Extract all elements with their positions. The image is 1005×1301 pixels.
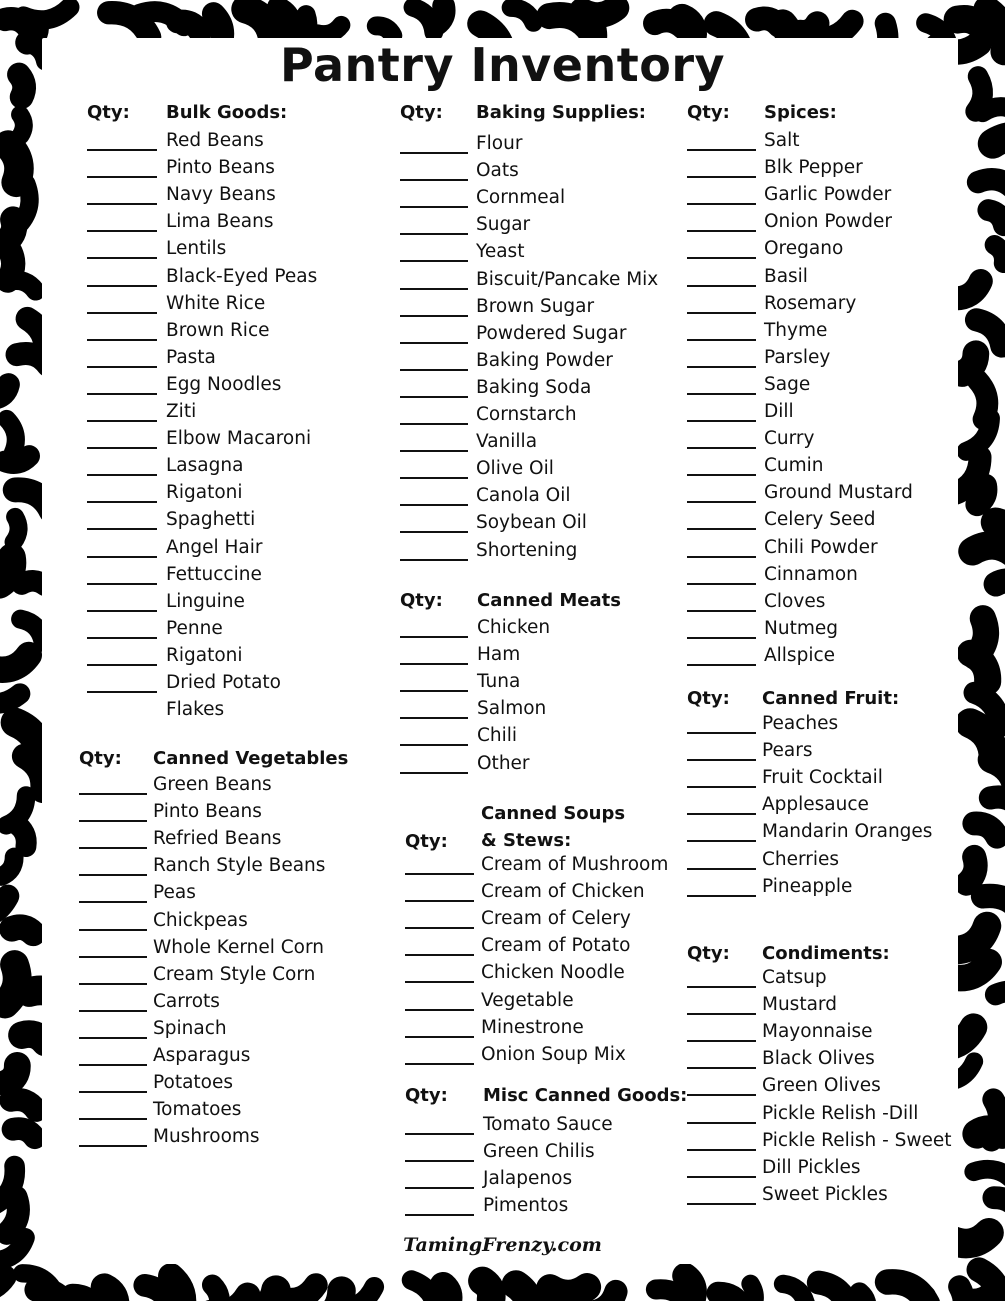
item-label: Celery Seed [764, 509, 876, 531]
qty-blank-line[interactable] [79, 1118, 147, 1120]
item-label: Brown Sugar [476, 295, 595, 317]
qty-blank-line[interactable] [79, 929, 147, 931]
qty-blank-line[interactable] [79, 983, 147, 985]
item-label: Allspice [764, 644, 836, 666]
qty-blank-line[interactable] [79, 1091, 147, 1093]
item-label: Ziti [166, 401, 197, 422]
item-label: Tomato Sauce [483, 1114, 613, 1135]
section-heading: Baking Supplies: [476, 102, 646, 123]
item-label: Pineapple [762, 875, 853, 897]
qty-blank-line[interactable] [687, 583, 756, 585]
qty-blank-line[interactable] [687, 149, 756, 151]
qty-blank-line[interactable] [79, 956, 147, 958]
qty-blank-line[interactable] [687, 1094, 756, 1096]
footer-logo: TamingFrenzy.com [403, 1234, 602, 1256]
item-label: Black-Eyed Peas [166, 265, 318, 287]
qty-header: Qty: [687, 688, 730, 709]
qty-blank-line[interactable] [405, 954, 474, 956]
qty-blank-line[interactable] [687, 230, 756, 232]
item-label: Minestrone [481, 1016, 584, 1038]
qty-blank-line[interactable] [87, 610, 157, 612]
qty-blank-line[interactable] [687, 1176, 756, 1178]
item-label: Chicken [477, 617, 551, 638]
item-label: Jalapenos [483, 1168, 573, 1190]
item-label: Chili Powder [764, 536, 878, 558]
qty-blank-line[interactable] [400, 288, 468, 290]
qty-blank-line[interactable] [405, 1214, 474, 1216]
qty-blank-line[interactable] [400, 663, 468, 665]
qty-blank-line[interactable] [87, 474, 157, 476]
qty-blank-line[interactable] [87, 501, 157, 503]
item-label: Cloves [764, 590, 826, 612]
item-label: Spaghetti [166, 509, 256, 531]
qty-blank-line[interactable] [687, 868, 756, 870]
qty-blank-line[interactable] [87, 230, 157, 232]
qty-blank-line[interactable] [405, 1133, 474, 1135]
item-label: Peas [153, 882, 196, 904]
qty-blank-line[interactable] [400, 504, 468, 506]
item-label: Cherries [762, 848, 840, 870]
qty-blank-line[interactable] [400, 342, 468, 344]
qty-blank-line[interactable] [79, 1010, 147, 1012]
qty-blank-line[interactable] [400, 315, 468, 317]
qty-header: Qty: [400, 590, 443, 611]
item-label: Basil [764, 265, 808, 287]
item-label: Oats [476, 160, 519, 182]
item-label: Ham [477, 644, 521, 666]
qty-blank-line[interactable] [687, 610, 756, 612]
qty-blank-line[interactable] [79, 1037, 147, 1039]
qty-blank-line[interactable] [405, 1009, 474, 1011]
qty-blank-line[interactable] [87, 691, 157, 693]
item-label: Rigatoni [166, 482, 243, 504]
item-label: Navy Beans [166, 184, 276, 206]
item-label: Cornmeal [476, 187, 566, 209]
qty-blank-line[interactable] [87, 556, 157, 558]
item-label: Fruit Cocktail [762, 767, 883, 789]
qty-blank-line[interactable] [687, 1149, 756, 1151]
qty-blank-line[interactable] [87, 447, 157, 449]
qty-blank-line[interactable] [687, 447, 756, 449]
item-label: Other [477, 752, 530, 774]
item-label: Dill Pickles [762, 1156, 861, 1178]
qty-blank-line[interactable] [79, 1064, 147, 1066]
item-label: Cornstarch [476, 404, 577, 425]
qty-blank-line[interactable] [87, 203, 157, 205]
qty-blank-line[interactable] [87, 393, 157, 395]
qty-blank-line[interactable] [400, 423, 468, 425]
item-label: Lima Beans [166, 211, 274, 233]
qty-blank-line[interactable] [79, 901, 147, 903]
item-label: Cream of Mushroom [481, 854, 669, 875]
qty-blank-line[interactable] [687, 786, 756, 788]
item-label: Asparagus [153, 1045, 251, 1066]
qty-blank-line[interactable] [687, 203, 756, 205]
item-label: Flour [476, 133, 523, 154]
item-label: Thyme [764, 319, 828, 341]
qty-blank-line[interactable] [687, 1067, 756, 1069]
item-label: Angel Hair [166, 536, 263, 558]
qty-blank-line[interactable] [400, 772, 468, 774]
qty-blank-line[interactable] [687, 474, 756, 476]
qty-blank-line[interactable] [400, 690, 468, 692]
item-label: Blk Pepper [764, 157, 863, 179]
item-label: Pickle Relish -Dill [762, 1102, 919, 1124]
item-label: Dill [764, 401, 794, 422]
item-label: Pimentos [483, 1195, 569, 1217]
section-heading: Bulk Goods: [166, 102, 288, 123]
item-label: Green Beans [153, 774, 272, 795]
item-label: Biscuit/Pancake Mix [476, 268, 659, 290]
qty-blank-line[interactable] [87, 366, 157, 368]
item-label: Lentils [166, 238, 227, 260]
qty-blank-line[interactable] [405, 1036, 474, 1038]
qty-blank-line[interactable] [400, 152, 468, 154]
item-label: Chili [477, 725, 518, 747]
qty-blank-line[interactable] [400, 369, 468, 371]
item-label: Elbow Macaroni [166, 428, 312, 450]
qty-header: Qty: [687, 943, 730, 964]
qty-blank-line[interactable] [687, 759, 756, 761]
item-label: Lasagna [166, 455, 244, 477]
item-label: Cinnamon [764, 563, 858, 585]
item-label: Applesauce [762, 794, 869, 816]
item-label: Catsup [762, 967, 827, 988]
item-label: Parsley [764, 346, 831, 368]
item-label: Mayonnaise [762, 1021, 873, 1043]
item-label: Soybean Oil [476, 512, 587, 534]
item-label: Tomatoes [153, 1099, 242, 1121]
qty-blank-line[interactable] [79, 1145, 147, 1147]
item-label: Cream Style Corn [153, 963, 316, 985]
item-label: Pickle Relish - Sweet [762, 1129, 952, 1151]
item-label: Olive Oil [476, 458, 554, 480]
item-label: Cream of Celery [481, 908, 631, 930]
item-label: Onion Powder [764, 211, 893, 233]
qty-blank-line[interactable] [79, 847, 147, 849]
section-heading: Canned Fruit: [762, 688, 900, 709]
qty-blank-line[interactable] [87, 664, 157, 666]
qty-blank-line[interactable] [87, 312, 157, 314]
qty-header: Qty: [87, 102, 130, 123]
qty-header: Qty: [405, 831, 448, 852]
item-label: Egg Noodles [166, 373, 282, 395]
qty-blank-line[interactable] [400, 636, 468, 638]
qty-blank-line[interactable] [87, 285, 157, 287]
item-label: Pasta [166, 346, 216, 368]
qty-blank-line[interactable] [79, 874, 147, 876]
item-label: Salmon [477, 698, 547, 720]
qty-blank-line[interactable] [87, 420, 157, 422]
qty-blank-line[interactable] [687, 501, 756, 503]
item-label: Mustard [762, 994, 837, 1016]
item-label: Powdered Sugar [476, 322, 627, 344]
qty-blank-line[interactable] [79, 793, 147, 795]
qty-blank-line[interactable] [687, 1040, 756, 1042]
qty-blank-line[interactable] [687, 637, 756, 639]
qty-blank-line[interactable] [687, 1013, 756, 1015]
item-label: Canola Oil [476, 485, 571, 507]
qty-header: Qty: [79, 748, 122, 769]
qty-header: Qty: [405, 1085, 448, 1106]
qty-blank-line[interactable] [400, 179, 468, 181]
item-label: Yeast [476, 241, 525, 263]
qty-blank-line[interactable] [687, 840, 756, 842]
qty-blank-line[interactable] [87, 257, 157, 259]
item-label: Pinto Beans [153, 801, 262, 823]
item-label: Refried Beans [153, 828, 282, 850]
qty-blank-line[interactable] [79, 820, 147, 822]
item-label: Cream of Chicken [481, 881, 645, 903]
qty-blank-line[interactable] [687, 285, 756, 287]
qty-blank-line[interactable] [687, 664, 756, 666]
item-label: Linguine [166, 590, 245, 612]
item-label: Vegetable [481, 989, 574, 1011]
item-label: Mushrooms [153, 1126, 260, 1148]
qty-blank-line[interactable] [687, 1122, 756, 1124]
item-label: Ground Mustard [764, 482, 913, 504]
qty-blank-line[interactable] [687, 257, 756, 259]
qty-blank-line[interactable] [687, 556, 756, 558]
section-heading: Spices: [764, 102, 837, 123]
section-heading: Canned Vegetables [153, 748, 349, 769]
qty-blank-line[interactable] [405, 927, 474, 929]
qty-blank-line[interactable] [400, 559, 468, 561]
item-label: Curry [764, 428, 815, 450]
item-label: Green Chilis [483, 1141, 595, 1163]
item-label: Mandarin Oranges [762, 821, 933, 843]
item-label: Green Olives [762, 1075, 881, 1097]
item-label: Sweet Pickles [762, 1183, 888, 1205]
item-label: Black Olives [762, 1048, 875, 1070]
item-label: Whole Kernel Corn [153, 936, 324, 958]
item-label: Flakes [166, 699, 225, 721]
qty-blank-line[interactable] [400, 531, 468, 533]
qty-blank-line[interactable] [687, 176, 756, 178]
item-label: Ranch Style Beans [153, 855, 326, 877]
section-heading-line2: & Stews: [481, 830, 572, 851]
item-label: Carrots [153, 990, 220, 1012]
qty-blank-line[interactable] [400, 260, 468, 262]
qty-blank-line[interactable] [405, 981, 474, 983]
qty-blank-line[interactable] [87, 637, 157, 639]
item-label: Brown Rice [166, 319, 270, 341]
item-label: Spinach [153, 1017, 227, 1039]
qty-blank-line[interactable] [400, 717, 468, 719]
section-heading: Condiments: [762, 943, 890, 964]
item-label: Baking Soda [476, 376, 592, 398]
qty-blank-line[interactable] [405, 1063, 474, 1065]
qty-blank-line[interactable] [405, 900, 474, 902]
item-label: Fettuccine [166, 563, 262, 585]
qty-blank-line[interactable] [687, 528, 756, 530]
qty-blank-line[interactable] [400, 744, 468, 746]
qty-blank-line[interactable] [400, 396, 468, 398]
qty-blank-line[interactable] [687, 420, 756, 422]
item-label: Sugar [476, 214, 531, 236]
qty-blank-line[interactable] [687, 312, 756, 314]
item-label: Baking Powder [476, 349, 613, 371]
page-title: Pantry Inventory [280, 38, 725, 92]
qty-blank-line[interactable] [405, 1160, 474, 1162]
section-heading: Misc Canned Goods: [483, 1085, 688, 1106]
qty-blank-line[interactable] [405, 873, 474, 875]
item-label: Pinto Beans [166, 157, 275, 179]
section-heading: Canned Soups [481, 803, 626, 824]
item-label: Vanilla [476, 431, 538, 453]
qty-blank-line[interactable] [400, 233, 468, 235]
item-label: Rigatoni [166, 644, 243, 666]
item-label: Sage [764, 373, 811, 395]
qty-blank-line[interactable] [687, 732, 756, 734]
item-label: White Rice [166, 292, 266, 314]
item-label: Cumin [764, 455, 824, 477]
item-label: Pears [762, 740, 813, 762]
qty-header: Qty: [687, 102, 730, 123]
qty-blank-line[interactable] [687, 1203, 756, 1205]
qty-blank-line[interactable] [687, 986, 756, 988]
item-label: Garlic Powder [764, 184, 892, 206]
qty-blank-line[interactable] [687, 366, 756, 368]
item-label: Dried Potato [166, 672, 281, 693]
qty-blank-line[interactable] [400, 450, 468, 452]
qty-blank-line[interactable] [87, 176, 157, 178]
qty-blank-line[interactable] [687, 813, 756, 815]
qty-blank-line[interactable] [87, 149, 157, 151]
qty-blank-line[interactable] [400, 477, 468, 479]
item-label: Salt [764, 130, 800, 151]
qty-blank-line[interactable] [687, 895, 756, 897]
qty-blank-line[interactable] [687, 339, 756, 341]
qty-blank-line[interactable] [87, 339, 157, 341]
item-label: Potatoes [153, 1072, 233, 1094]
qty-blank-line[interactable] [87, 583, 157, 585]
item-label: Tuna [477, 671, 521, 693]
item-label: Chickpeas [153, 909, 248, 931]
qty-blank-line[interactable] [400, 206, 468, 208]
qty-blank-line[interactable] [405, 1187, 474, 1189]
item-label: Onion Soup Mix [481, 1043, 626, 1065]
item-label: Oregano [764, 238, 844, 260]
qty-blank-line[interactable] [87, 528, 157, 530]
section-heading: Canned Meats [477, 590, 621, 611]
item-label: Red Beans [166, 130, 264, 151]
item-label: Cream of Potato [481, 935, 631, 957]
item-label: Peaches [762, 713, 839, 734]
item-label: Nutmeg [764, 617, 838, 639]
item-label: Shortening [476, 539, 578, 561]
item-label: Penne [166, 617, 223, 639]
qty-blank-line[interactable] [687, 393, 756, 395]
item-label: Chicken Noodle [481, 962, 625, 984]
item-label: Rosemary [764, 292, 857, 314]
qty-header: Qty: [400, 102, 443, 123]
